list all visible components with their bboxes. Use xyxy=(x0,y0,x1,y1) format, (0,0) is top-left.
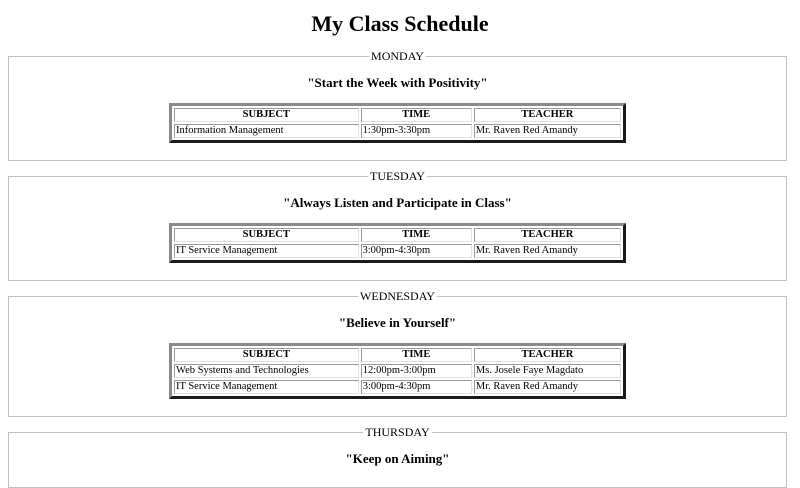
day-legend: WEDNESDAY xyxy=(360,289,435,303)
cell-time: 3:00pm-4:30pm xyxy=(361,244,472,258)
cell-subject: Web Systems and Technologies xyxy=(174,364,359,378)
table-header-row xyxy=(174,108,621,122)
day-motto: "Start the Week with Positivity" xyxy=(307,75,488,90)
cell-subject: IT Service Management xyxy=(174,244,359,258)
day-section-thursday xyxy=(8,425,787,488)
day-section-wednesday xyxy=(8,289,787,417)
table-header-row xyxy=(174,228,621,242)
header-teacher: TEACHER xyxy=(474,108,621,122)
cell-teacher: Mr. Raven Red Amandy xyxy=(474,380,621,394)
header-time: TIME xyxy=(361,228,472,242)
cell-teacher: Ms. Josele Faye Magdato xyxy=(474,364,621,378)
day-legend: MONDAY xyxy=(371,49,424,63)
header-teacher: TEACHER xyxy=(474,348,621,362)
header-time: TIME xyxy=(361,108,472,122)
page-title: My Class Schedule xyxy=(311,11,489,36)
table-row xyxy=(174,244,621,258)
cell-time: 1:30pm-3:30pm xyxy=(361,124,472,138)
table-row xyxy=(174,364,621,378)
cell-subject: IT Service Management xyxy=(174,380,359,394)
cell-subject: Information Management xyxy=(174,124,359,138)
day-motto: "Believe in Yourself" xyxy=(338,315,457,330)
day-legend: THURSDAY xyxy=(365,425,430,439)
cell-time: 12:00pm-3:00pm xyxy=(361,364,472,378)
header-subject: SUBJECT xyxy=(174,348,359,362)
table-header-row xyxy=(174,348,621,362)
header-teacher: TEACHER xyxy=(474,228,621,242)
day-motto: "Always Listen and Participate in Class" xyxy=(283,195,512,210)
header-time: TIME xyxy=(361,348,472,362)
schedule-table xyxy=(169,103,626,143)
day-section-monday xyxy=(8,49,787,161)
schedule-table xyxy=(169,343,626,399)
cell-teacher: Mr. Raven Red Amandy xyxy=(474,244,621,258)
cell-teacher: Mr. Raven Red Amandy xyxy=(474,124,621,138)
header-subject: SUBJECT xyxy=(174,228,359,242)
day-legend: TUESDAY xyxy=(370,169,425,183)
table-row xyxy=(174,380,621,394)
header-subject: SUBJECT xyxy=(174,108,359,122)
cell-time: 3:00pm-4:30pm xyxy=(361,380,472,394)
schedule-table xyxy=(169,223,626,263)
day-motto: "Keep on Aiming" xyxy=(345,451,450,466)
day-section-tuesday xyxy=(8,169,787,281)
table-row xyxy=(174,124,621,138)
